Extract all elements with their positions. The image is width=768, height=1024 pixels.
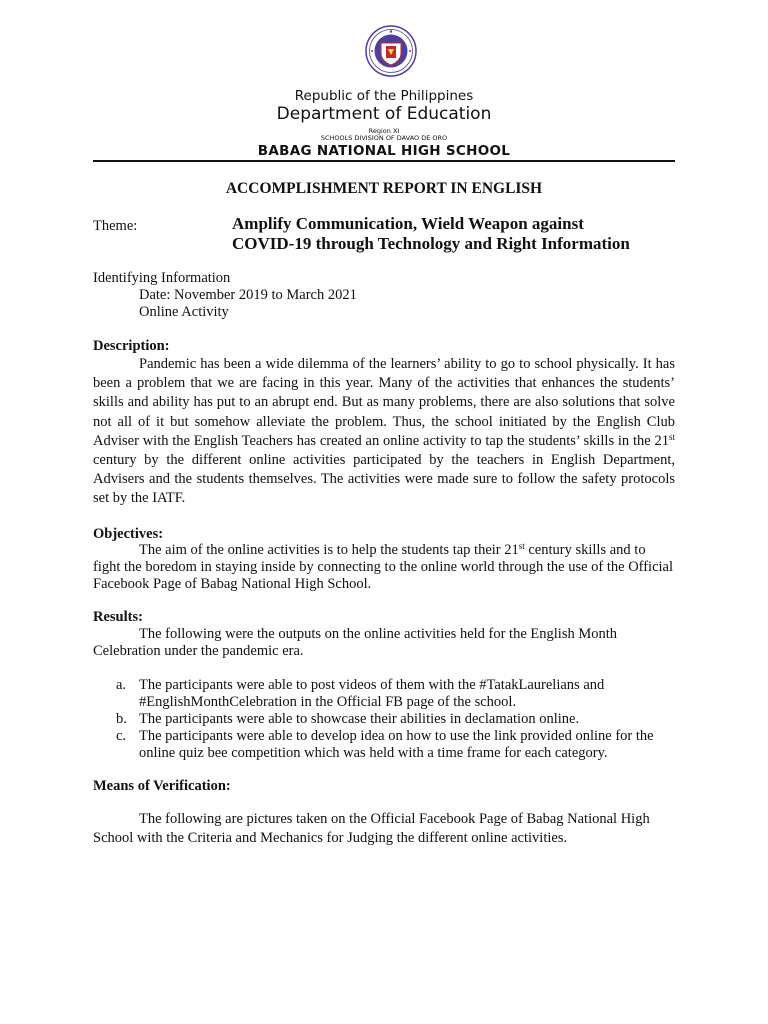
identifying-activity: Online Activity [139, 304, 229, 320]
list-marker: b. [116, 711, 127, 727]
list-item-text: The participants were able to post videos of them with the #TatakLaurelians and #EnglishMonthCelebration in the Official FB page of the school. [139, 677, 605, 710]
identifying-heading: Identifying Information [93, 270, 231, 286]
department-line: Department of Education [276, 104, 492, 124]
verification-text: The following are pictures taken on the Official Facebook Page of Babag National High School with the Criteria and Mechanics for Judging the different online activities. [93, 811, 650, 846]
list-marker: c. [116, 728, 127, 744]
description-heading: Description: [93, 338, 170, 354]
objectives-text-1: The aim of the online activities is to help the students tap their 21 [139, 542, 519, 558]
list-item [116, 728, 676, 762]
region-line: Region XI [368, 127, 400, 135]
deped-seal-logo [364, 25, 418, 77]
republic-line: Republic of the Philippines [294, 88, 474, 104]
theme-text [232, 214, 630, 254]
description-sup: st [668, 431, 675, 442]
theme-label: Theme: [93, 218, 138, 234]
theme-line-1: Amplify Communication, Wield Weapon against [232, 214, 584, 233]
results-intro-text: The following were the outputs on the online activities held for the English Month Celebration under the pandemic era. [93, 626, 618, 659]
list-item [116, 677, 676, 711]
list-item [116, 711, 676, 728]
description-text-2: century by the different online activities participated by the teachers in English Department, Advisers and the students themselves. The activities were made sure to follow the safety protocols set by the IATF. [93, 452, 675, 507]
objectives-sup: st [518, 541, 525, 551]
results-intro [93, 626, 675, 660]
list-marker: a. [116, 677, 127, 693]
objectives-heading: Objectives: [93, 526, 164, 542]
description-text-1: Pandemic has been a wide dilemma of the learners’ ability to go to school physically. It has been a problem that we are facing in this year. Many of the activities that enhances the students’ skills and ability has put to an abrupt end. But as many problems, there are also solutions that solve not all of it but somehow alleviate the problem. Thus, the school initiated by the English Club Adviser with the English Teachers has created an online activity to tap the students’ skills in the 21 [93, 356, 675, 449]
description-paragraph [93, 355, 675, 509]
header-divider [93, 160, 675, 162]
list-item-text: The participants were able to develop idea on how to use the link provided online for the online quiz bee competition which was held with a time frame for each category. [139, 728, 654, 761]
results-list [116, 677, 676, 762]
verification-paragraph [93, 810, 675, 848]
identifying-date: Date: November 2019 to March 2021 [139, 287, 357, 303]
division-line: SCHOOLS DIVISION OF DAVAO DE ORO [320, 134, 448, 142]
verification-heading: Means of Verification: [93, 778, 231, 794]
theme-line-2: COVID-19 through Technology and Right Information [232, 234, 630, 253]
school-name: BABAG NATIONAL HIGH SCHOOL [257, 143, 511, 159]
list-item-text: The participants were able to showcase their abilities in declamation online. [139, 711, 580, 727]
objectives-text-2: century skills and to fight the boredom in staying inside by connecting to the online world through the use of the Official Facebook Page of Babag National High School. [93, 542, 674, 592]
objectives-paragraph [93, 542, 675, 593]
report-title: ACCOMPLISHMENT REPORT IN ENGLISH [225, 180, 543, 197]
results-heading: Results: [93, 609, 143, 625]
identifying-information [93, 270, 357, 321]
